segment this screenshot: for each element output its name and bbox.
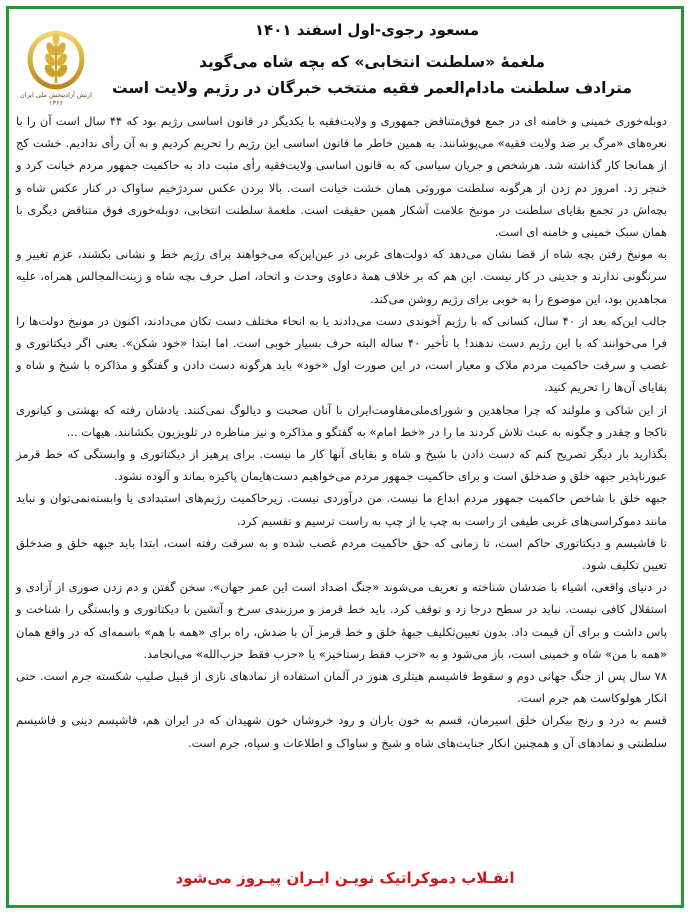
paragraph: قسم به درد و رنج بیکران خلق اسیرمان، قسم به خون یاران و رود خروشان خون شهیدان که در ایران هم، فاشیسم دینی و فاشیسم سلطنتی و نمادهای آن و همچنین انکار جنایت‌های شاه و شیخ و ساواک و اطلاعات و سپاه، جرم است. [16,713,667,750]
headline-line-2: مترادف سلطنت مادام‌العمر فقیه منتخب خبرگان در رژیم ولایت است [112,79,632,97]
paragraph: تا فاشیسم و دیکتاتوری حاکم است، تا زمانی که حق حاکمیت مردم غصب شده و به سرقت رفته است، ابتدا باید جبهه خلق و ضدخلق تعیین تکلیف شود. [16,535,667,573]
paragraph: در دنیای واقعی، اشیاء با ضدشان شناخته و تعریف می‌شوند «جنگ اضداد است این عمر جهان». سخن گفتن و دم زدن صوری از آزادی و استقلال کافی نیست. نباید در سطح درجا زد و توقف کرد. باید خط قرمز و مرزبندی سرخ و آتشین با دیکتاتوری و وابستگی را شناخت و پاس داشت و برای آن قیمت داد. بدون تعیین‌تکلیف جبههٔ خلق و خط قرمز آن با ضدش، راه برای «همه با هم» باسمه‌ای که در واقع همان «همه با من» شاه و خمینی است، باز می‌شود و به «حزب فقط رستاخیز» یا «حزب فقط حزب‌الله» می‌انجامد. [16,580,667,661]
article-body [16,110,667,754]
paragraph: بگذارید بار دیگر تصریح کنم که دست دادن با شیخ و شاه و بقایای آنها کار ما نیست. برای پرهیز از دیکتاتوری و وابستگی که خط قرمز عبورناپذیر جبهه خلق و ضدخلق است و برای حاکمیت جمهور مردم می‌خواهیم دست‌هایمان پاکیزه بماند و آلوده نشود. [16,447,667,484]
author-date-line: مسعود رجوی-اول اسفند ۱۴۰۱ [254,21,480,39]
nla-emblem-logo [17,27,95,119]
paragraph: جبهه خلق با شاخص حاکمیت جمهور مردم ابداع ما نیست. من درآوردی نیست. زیرحاکمیت رژیم‌های استبدادی یا وابسته‌نمی‌توان و نباید مانند دموکراسی‌های غربی طیفی از راست به چپ یا از چپ به راست ترسیم و تقسیم کرد. [16,491,667,528]
bulletin-frame [6,6,684,908]
paragraph: از این شاکی و ملولند که چرا مجاهدین و شورای‌ملی‌مقاومت‌ایران با آنان صحبت و دیالوگ نمی‌کنند. یادشان رفته که بهشتی و کیانوری تاکجا و چقدر و چگونه به عبث تلاش کردند ما را در «خط امام» به گفتگو و مذاکره و نیز مناظره در تلویزیون بکشانند. هیهات ... [16,402,667,439]
closing-slogan: انقـلاب دموکراتیک نویـن ایـران پیـروز می‌شود [175,869,515,887]
paragraph: جالب این‌که بعد از ۴۰ سال، کسانی که با رژیم آخوندی دست می‌دادند یا به انحاء مختلف دست تکان می‌دادند، اکنون در مونیخ دولت‌ها را فرا می‌خوانند که با این رژیم دست ندهند! با تأخیر ۴۰ ساله البته حرف بسیار خوبی است. اما ابتدا «خود شکن». یعنی اگر دیکتاتوری و غصب و سرقت حاکمیت مردم ملاک و معیار است، در این صورت اول «خود» باید هرگونه دست دادن و گفتگو و مذاکره با شیخ و شاه و بقایای آن‌ها را تحریم کنید. [16,313,668,395]
paragraph: دوبله‌خوری خمینی و خامنه ای در جمع فوق‌متناقض جمهوری و ولایت‌فقیه با یکدیگر در قانون اساسی رژیم بود که ۴۴ سال است آن را با نعره‌های «مرگ بر ضد ولایت فقیه» می‌پوشانند. به همین خاطر ما قانون اساسی این رژیم را تحریم کردیم و به آن رأی ندادیم. خشت کج از همانجا کار گذاشته شد. هرشخص و جریان سیاسی که به قانون اساسی ولایت‌فقیه رأی مثبت داد به حاکمیت جمهور مردم خیانت کرد و خنجر زد. امروز دم زدن از هرگونه سلطنت موروثی همان خشت خیانت است. بالا بردن عکس سردژخیم ساواک در کنار عکس شاه و بچه‌اش در تجمع بقایای سلطنت در مونیخ علامت آشکار همین حقیقت است. ملغمهٔ سلطنت انتخابی، دوبله‌خوری فوق متناقض دیگری با همان سبک خمینی و خامنه ای است. [16,114,667,240]
logo-caption: ارتش آزادیبخش ملی ایران ۱۳۶۶ [20,91,92,107]
paragraph: ۷۸ سال پس از جنگ جهانی دوم و سقوط فاشیسم هیتلری هنوز در آلمان استفاده از نمادهای نازی از قبیل صلیب شکسته جرم است. حتی انکار هولوکاست هم جرم است. [16,669,667,706]
headline-line-1: ملغمهٔ «سلطنت انتخابی» که بچه شاه می‌گوید [198,53,546,71]
paragraph: به مونیخ رفتن بچه شاه از قضا نشان می‌دهد که دولت‌های غربی در عین‌این‌که می‌خواهند برای رژیم خط و نشانی بکشند، عزم تغییر و سرنگونی ندارند و جدیتی در کار نیست. این هم که بر خلاف همهٔ دعاوی وحدت و اتحاد، اصل حرف بچه شاه و زینت‌المجالس همراه، علیه مجاهدین بود، این موضوع را به خوبی برای رژیم روشن می‌کند. [16,247,667,306]
